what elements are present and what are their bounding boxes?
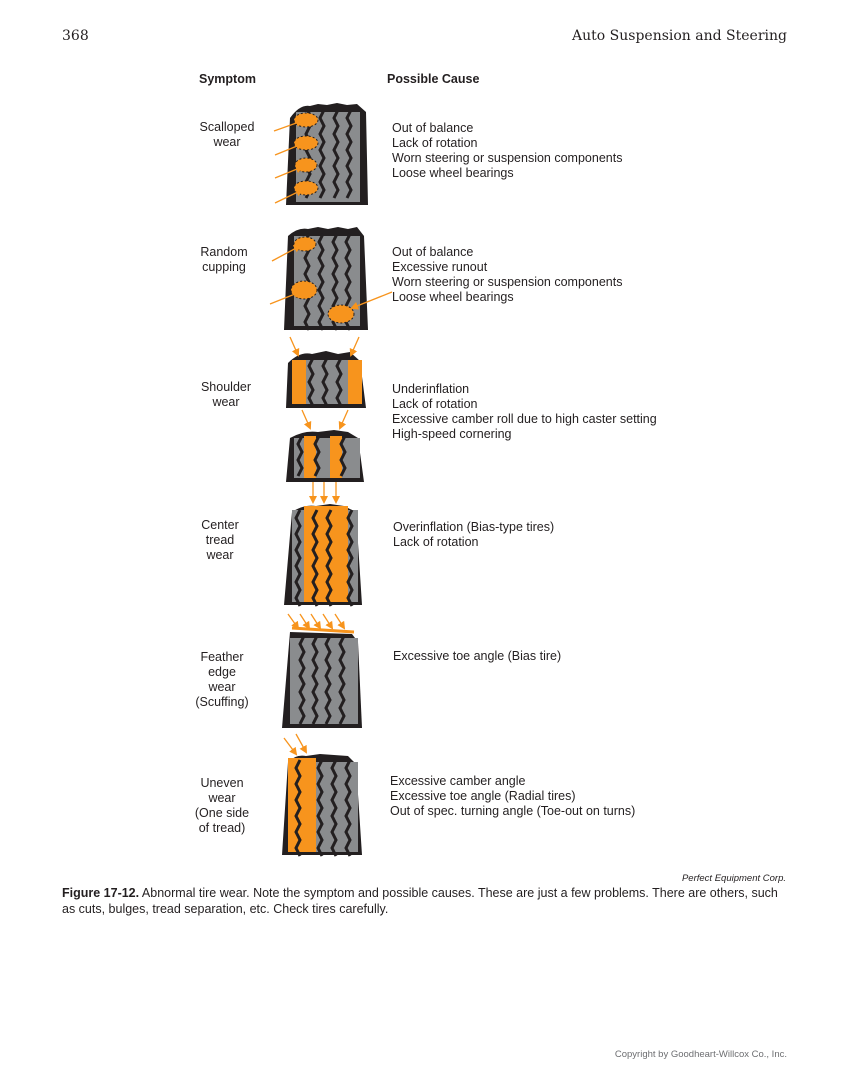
symptom-line: Random	[200, 245, 248, 259]
symptom-line: Scalloped	[199, 120, 255, 134]
symptom-column-heading: Symptom	[199, 72, 256, 86]
cause-item: Lack of rotation	[393, 535, 479, 549]
cause-item: Excessive camber roll due to high caster setting	[392, 412, 657, 426]
cause-item: Underinflation	[392, 382, 470, 396]
symptom-line: edge	[208, 665, 236, 679]
cause-item: Excessive camber angle	[390, 774, 526, 788]
tire-center-tread-wear	[284, 482, 362, 606]
running-head: Auto Suspension and Steering	[572, 28, 787, 44]
figure-caption	[62, 885, 788, 917]
symptom-line: Shoulder	[200, 380, 252, 394]
cause-item: Worn steering or suspension components	[392, 275, 623, 289]
cause-item: Loose wheel bearings	[392, 290, 514, 304]
symptom-line: Feather	[200, 650, 244, 664]
symptom-line: wear	[206, 548, 234, 562]
tire-feather-edge-wear	[282, 614, 362, 728]
cause-item: Excessive toe angle (Bias tire)	[393, 649, 562, 663]
cause-item: Lack of rotation	[392, 136, 478, 150]
symptom-line: Center	[201, 518, 239, 532]
cause-item: Overinflation (Bias-type tires)	[393, 520, 555, 534]
symptom-line: wear	[208, 791, 236, 805]
symptom-line: (One side	[194, 806, 250, 820]
figure-label: Figure 17-12.	[62, 886, 140, 900]
cause-item: Out of spec. turning angle (Toe-out on turns)	[390, 804, 636, 818]
symptom-line: cupping	[202, 260, 246, 274]
tire-uneven-wear	[282, 734, 362, 856]
cause-item: Loose wheel bearings	[392, 166, 514, 180]
cause-item: Excessive toe angle (Radial tires)	[390, 789, 576, 803]
symptom-line: (Scuffing)	[195, 695, 249, 709]
tire-scalloped-wear	[274, 103, 368, 205]
symptom-line: wear	[213, 135, 241, 149]
symptom-line: tread	[205, 533, 235, 547]
cause-item: Out of balance	[392, 245, 474, 259]
cause-item: Lack of rotation	[392, 397, 478, 411]
copyright-notice: Copyright by Goodheart-Willcox Co., Inc.	[614, 1049, 787, 1060]
symptom-line: wear	[212, 395, 240, 409]
figure-credit: Perfect Equipment Corp.	[681, 873, 786, 884]
tire-shoulder-wear-inner	[286, 410, 364, 482]
symptom-line: of tread)	[198, 821, 246, 835]
cause-item: Out of balance	[392, 121, 474, 135]
cause-item: Worn steering or suspension components	[392, 151, 623, 165]
symptom-line: wear	[208, 680, 236, 694]
tire-random-cupping	[270, 227, 392, 330]
cause-item: High-speed cornering	[392, 427, 512, 441]
figure-caption-text: Abnormal tire wear. Note the symptom and possible causes. These are just a few problems. There are others, such as cuts, bulges, tread separation, etc. Check tires carefully.	[62, 886, 778, 916]
cause-item: Excessive runout	[392, 260, 488, 274]
possible-cause-column-heading: Possible Cause	[387, 72, 480, 86]
page-number: 368	[62, 28, 89, 44]
tire-shoulder-wear-outer	[286, 337, 366, 408]
symptom-line: Uneven	[200, 776, 244, 790]
